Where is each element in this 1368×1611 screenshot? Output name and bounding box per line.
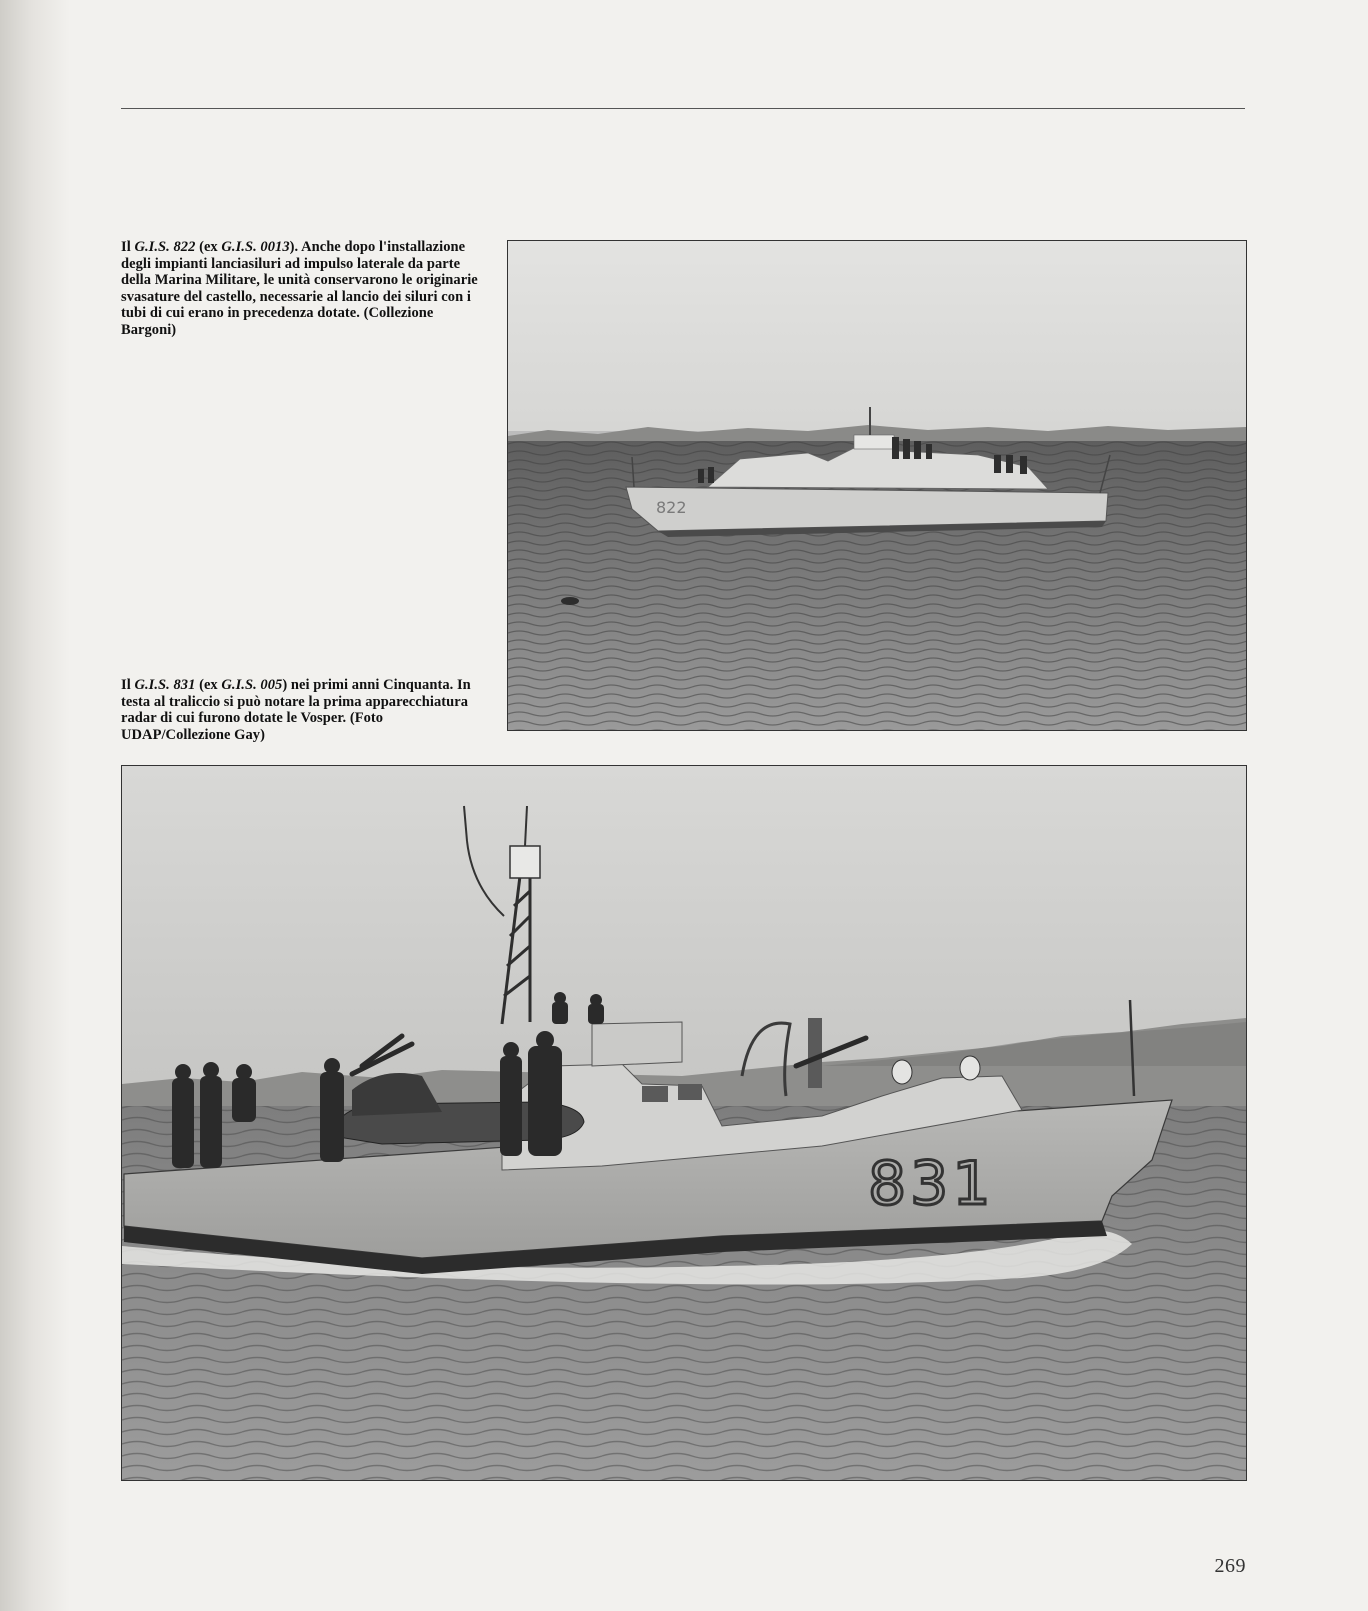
caption-text: ). Anche dopo l'installazione degli impianti lanciasiluri ad impulso laterale da parte della Marina Militare, le unità conservarono le originarie svasature del castello, necessarie al lancio dei siluri con i tubi di cui erano in precedenza dotate. (Collezione Bargoni)	[121, 239, 478, 338]
photo-gis-822	[507, 240, 1247, 731]
header-rule	[121, 108, 1245, 109]
caption-prefix: Il	[121, 239, 135, 255]
caption-hull-name: G.I.S. 822	[134, 239, 196, 255]
caption-ex-hull-name: G.I.S. 005	[221, 677, 283, 693]
caption-ex-hull-name: G.I.S. 0013	[221, 239, 290, 255]
hull-number-822: 822	[656, 498, 687, 517]
caption-gis-822	[121, 239, 491, 339]
caption-mid: (ex	[195, 239, 222, 255]
boat-831-photo-image	[122, 766, 1246, 1480]
hull-number-831: 831	[868, 1149, 995, 1219]
page-number: 269	[1214, 1555, 1246, 1577]
caption-mid: (ex	[195, 677, 222, 693]
caption-prefix: Il	[121, 677, 135, 693]
boat-822-photo-image	[508, 241, 1246, 730]
caption-gis-831	[121, 677, 486, 743]
caption-hull-name: G.I.S. 831	[134, 677, 196, 693]
caption-text: ) nei primi anni Cinquanta. In testa al traliccio si può notare la prima apparecchiatura radar di cui furono dotate le Vosper. (Foto UDAP/Collezione Gay)	[121, 677, 471, 743]
photo-gis-831	[121, 765, 1247, 1481]
page-gutter-shadow	[0, 0, 70, 1611]
